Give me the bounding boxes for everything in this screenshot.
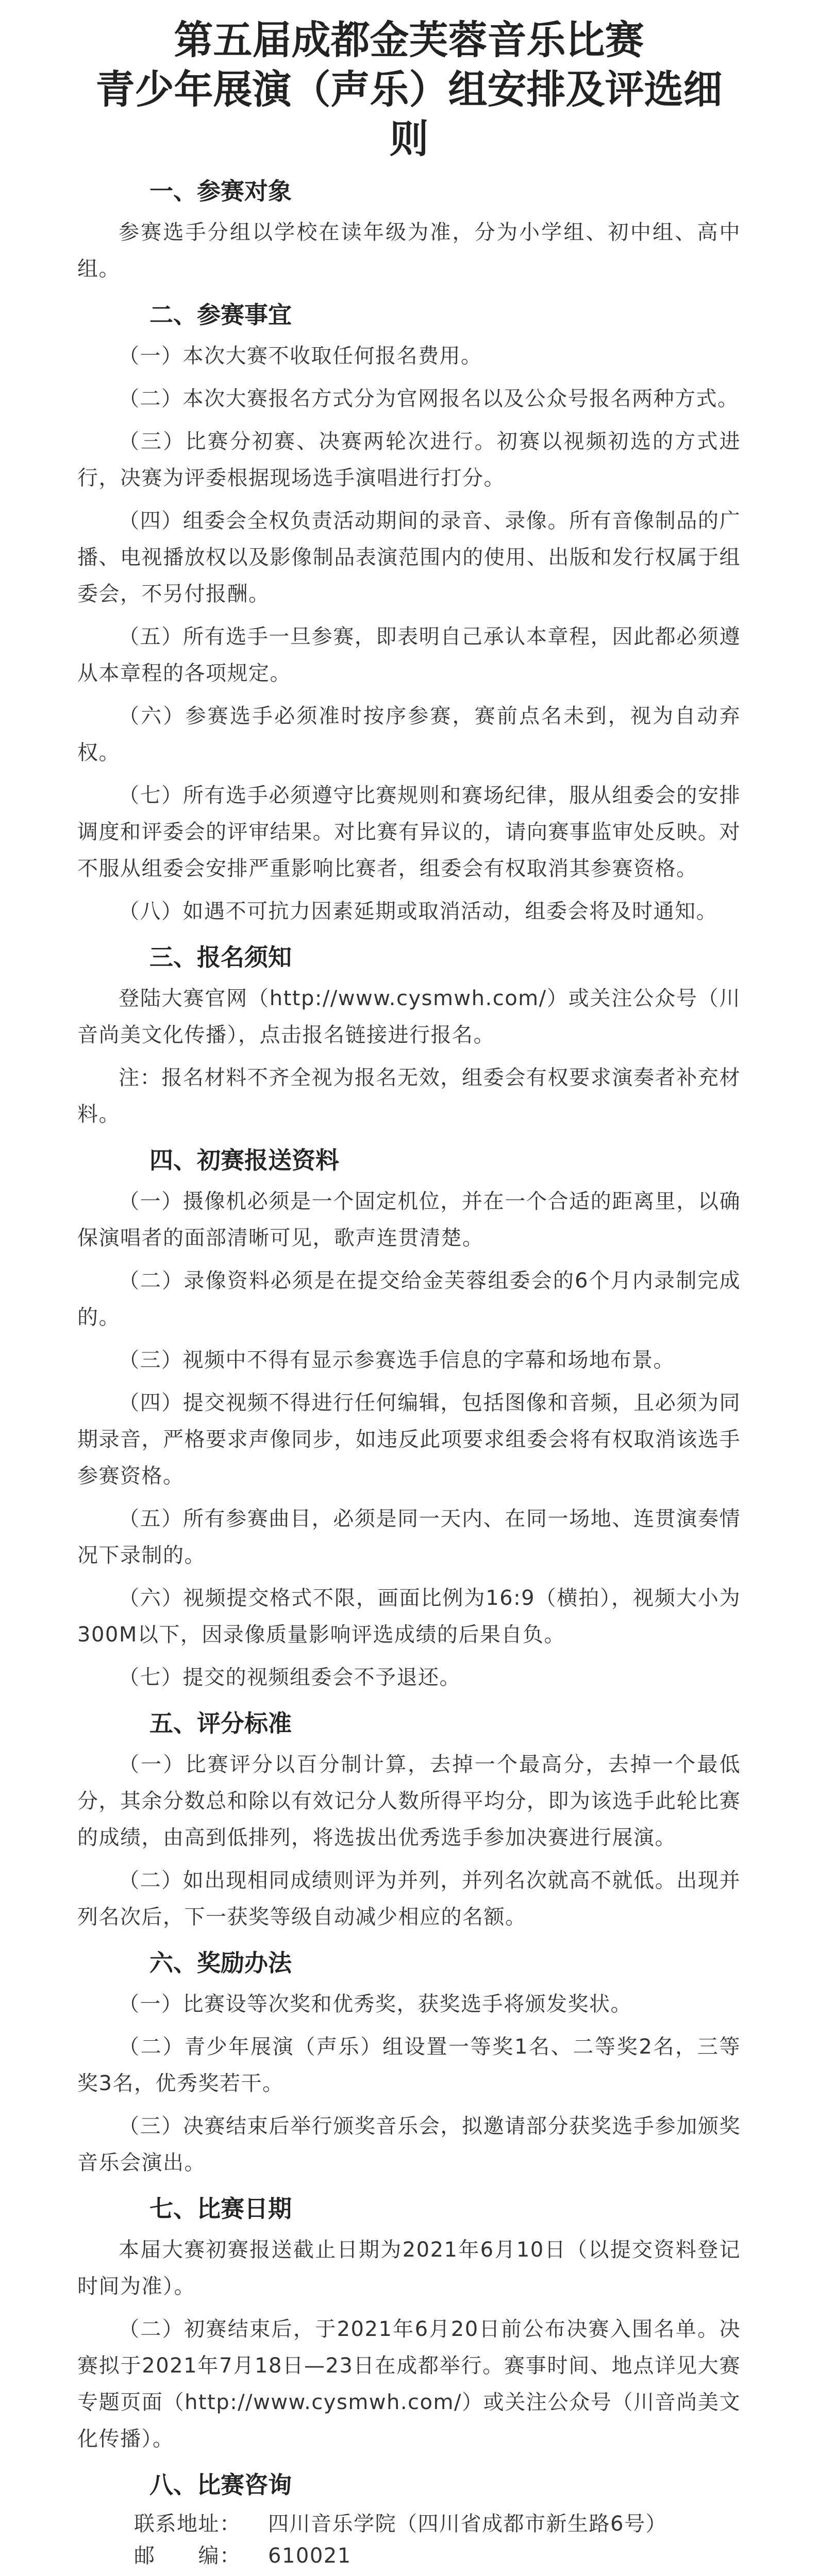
document-title bbox=[77, 15, 741, 164]
contact-address bbox=[77, 2508, 741, 2540]
paragraph: （六）视频提交格式不限，画面比例为16:9（横拍），视频大小为300M以下，因录像质量影响评选成绩的后果自负。 bbox=[77, 1586, 741, 1647]
paragraph: （二）录像资料必须是在提交给金芙蓉组委会的6个月内录制完成的。 bbox=[77, 1269, 741, 1329]
section-heading-eligibility: 一、参赛对象 bbox=[149, 177, 292, 205]
paragraph: （六）参赛选手必须准时按序参赛，赛前点名未到，视为自动弃权。 bbox=[77, 704, 741, 765]
contact-address-value: 四川音乐学院（四川省成都市新生路6号） bbox=[268, 2512, 667, 2536]
section-heading-registration: 三、报名须知 bbox=[149, 943, 292, 971]
paragraph: 本届大赛初赛报送截止日期为2021年6月10日（以提交资料登记时间为准）。 bbox=[77, 2238, 741, 2298]
contact-postcode-label: 邮 编： bbox=[134, 2544, 241, 2568]
contact-person-label bbox=[134, 2572, 268, 2576]
paragraph: 注：报名材料不齐全视为报名无效，组委会有权要求演奏者补充材料。 bbox=[77, 1066, 741, 1126]
paragraph: （三）比赛分初赛、决赛两轮次进行。初赛以视频初选的方式进行，决赛为评委根据现场选手演唱进行打分。 bbox=[77, 430, 741, 490]
paragraph: （五）所有选手一旦参赛，即表明自己承认本章程，因此都必须遵从本章程的各项规定。 bbox=[77, 625, 741, 685]
section-heading-contact: 八、比赛咨询 bbox=[149, 2471, 292, 2499]
section-heading-awards: 六、奖励办法 bbox=[149, 1949, 292, 1977]
title-line-2: 青少年展演（声乐）组安排及评选细则 bbox=[95, 66, 723, 162]
paragraph: 登陆大赛官网（http://www.cysmwh.com/）或关注公众号（川音尚美文化传播），点击报名链接进行报名。 bbox=[77, 987, 741, 1047]
title-line-1: 第五届成都金芙蓉音乐比赛 bbox=[174, 17, 644, 63]
section-heading-scoring: 五、评分标准 bbox=[149, 1709, 292, 1737]
paragraph: （二）如出现相同成绩则评为并列，并列名次就高不就低。出现并列名次后，下一获奖等级自动减少相应的名额。 bbox=[77, 1869, 741, 1929]
section-heading-dates: 七、比赛日期 bbox=[149, 2195, 292, 2223]
paragraph: （一）本次大赛不收取任何报名费用。 bbox=[119, 344, 482, 368]
paragraph: （二）本次大赛报名方式分为官网报名以及公众号报名两种方式。 bbox=[119, 387, 739, 411]
paragraph: （五）所有参赛曲目，必须是同一天内、在同一场地、连贯演奏情况下录制的。 bbox=[77, 1507, 741, 1567]
paragraph: （四）组委会全权负责活动期间的录音、录像。所有音像制品的广播、电视播放权以及影像制品表演范围内的使用、出版和发行权属于组委会，不另付报酬。 bbox=[77, 509, 741, 606]
paragraph: （二）青少年展演（声乐）组设置一等奖1名、二等奖2名，三等奖3名，优秀奖若干。 bbox=[77, 2035, 741, 2095]
contact-postcode-value: 610021 bbox=[268, 2544, 352, 2568]
contact-address-label: 联系地址： bbox=[134, 2512, 241, 2536]
contact-postcode bbox=[77, 2540, 741, 2572]
paragraph: 参赛选手分组以学校在读年级为准，分为小学组、初中组、高中组。 bbox=[77, 221, 741, 281]
paragraph: （一）摄像机必须是一个固定机位，并在一个合适的距离里，以确保演唱者的面部清晰可见，歌声连贯清楚。 bbox=[77, 1190, 741, 1250]
paragraph: （一）比赛设等次奖和优秀奖，获奖选手将颁发奖状。 bbox=[119, 1992, 632, 2016]
paragraph: （四）提交视频不得进行任何编辑，包括图像和音频，且必须为同期录音，严格要求声像同步，如违反此项要求组委会将有权取消该选手参赛资格。 bbox=[77, 1391, 741, 1488]
paragraph: （三）决赛结束后举行颁奖音乐会，拟邀请部分获奖选手参加颁奖音乐会演出。 bbox=[77, 2114, 741, 2175]
paragraph: （三）视频中不得有显示参赛选手信息的字幕和场地布景。 bbox=[119, 1348, 675, 1372]
section-heading-submission: 四、初赛报送资料 bbox=[149, 1146, 339, 1174]
paragraph: （八）如遇不可抗力因素延期或取消活动，组委会将及时通知。 bbox=[119, 900, 717, 923]
section-heading-participation: 二、参赛事宜 bbox=[149, 301, 292, 329]
paragraph: （七）所有选手必须遵守比赛规则和赛场纪律，服从组委会的安排调度和评委会的评审结果。对比赛有异议的，请向赛事监审处反映。对不服从组委会安排严重影响比赛者，组委会有权取消其参赛资格。 bbox=[77, 784, 741, 880]
paragraph: （七）提交的视频组委会不予退还。 bbox=[119, 1666, 461, 1689]
paragraph: （二）初赛结束后，于2021年6月20日前公布决赛入围名单。决赛拟于2021年7月18日—23日在成都举行。赛事时间、地点详见大赛专题页面（http://www.cysmwh.com/）或关注公众号（川音尚美文化传播）。 bbox=[77, 2317, 741, 2451]
contact-person bbox=[77, 2572, 741, 2576]
paragraph: （一）比赛评分以百分制计算，去掉一个最高分，去掉一个最低分，其余分数总和除以有效记分人数所得平均分，即为该选手此轮比赛的成绩，由高到低排列，将选拔出优秀选手参加决赛进行展演。 bbox=[77, 1753, 741, 1850]
